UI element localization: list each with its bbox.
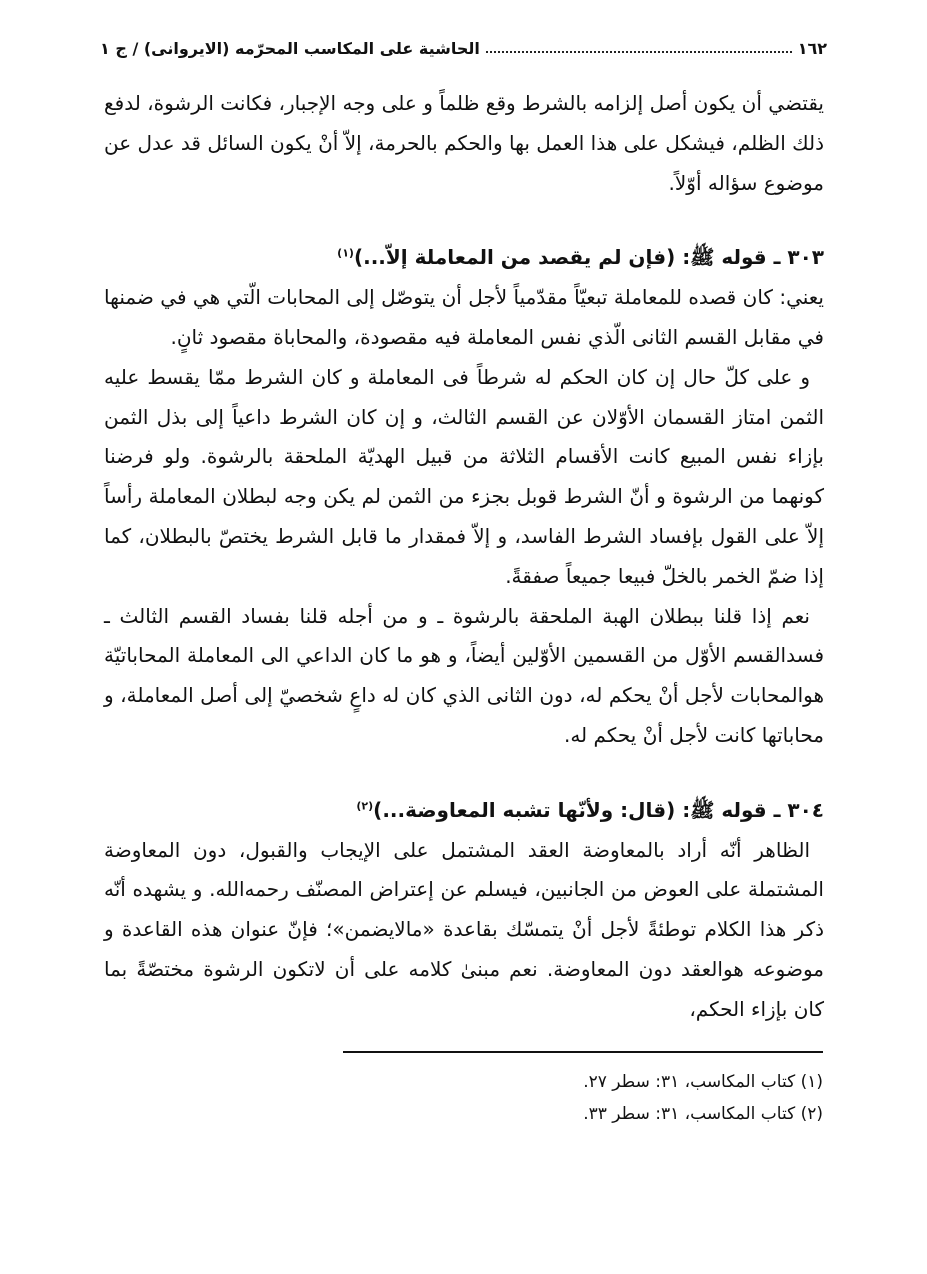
footnotes	[343, 1066, 823, 1130]
section-heading-304	[104, 791, 824, 831]
footnote-separator	[343, 1051, 823, 1053]
header-leader-dots	[486, 51, 792, 53]
paragraph: الظاهر أنّه أراد بالمعاوضة العقد المشتمل على الإيجاب والقبول، دون المعاوضة المشتملة على العوض من الجانبين، فيسلم عن إعتراض المصنّف رحمه‌الله. و يشهده أنّه ذكر هذا الكلام توطئةً لأجل أنْ يتمسّك بقاعدة «مالايضمن»؛ فإنّ عنوان هذه القاعدة و موضوعه هوالعقد دون المعاوضة. نعم مبنىٰ كلامه على أن لاتكون الرشوة مختصّةً بما كان بإزاء الحكم،	[104, 837, 824, 1021]
heading-text: ٣٠٤ ـ قوله ﷺ: (قال: ولأنّها تشبه المعاوضة...)	[373, 797, 824, 822]
paragraph: نعم إذا قلنا ببطلان الهبة الملحقة بالرشوة ـ و من أجله قلنا بفساد القسم الثالث ـ فسدالقسم الأوّل من القسمين الأوّلين أيضاً، و هو ما كان الداعي الى المعاملة المحاباتيّة هوالمحابات لأجل أنْ يحكم له، دون الثانى الذي كان له داعٍ شخصيّ إلى أصل المعاملة، و محاباتها كانت لأجل أنْ يحكم له.	[104, 603, 824, 747]
section-gap	[104, 203, 824, 238]
page-header	[100, 34, 827, 62]
paragraph: يعني: كان قصده للمعاملة تبعيّاً مقدّمياً لأجل أن يتوصّل إلى المحابات الّتي هي في ضمنها في مقابل القسم الثانى الّذي نفس المعاملة فيه مقصودة، والمحاباة مقصود ثانٍ.	[104, 285, 824, 349]
footnote-2: (٢) كتاب المكاسب، ٣١: سطر ٣٣.	[583, 1104, 823, 1124]
footnote-ref-2: (٢)	[356, 799, 374, 813]
paragraph-continuation: يقتضي أن يكون أصل إلزامه بالشرط وقع ظلماً و على وجه الإجبار، فكانت الرشوة، لدفع ذلك الظلم، فيشكل على هذا العمل بها والحكم بالحرمة، إلاّ أنْ يكون السائل قد عدل عن موضوع سؤاله أوّلاً.	[104, 91, 824, 195]
footnote-1: (١) كتاب المكاسب، ٣١: سطر ٢٧.	[583, 1072, 823, 1092]
main-text	[104, 84, 824, 1030]
page-number: ١٦٢	[797, 38, 827, 58]
section-gap	[104, 756, 824, 791]
heading-text: ٣٠٣ ـ قوله ﷺ: (فإن لم يقصد من المعاملة إلاّ...)	[353, 245, 824, 270]
running-title: الحاشية على المكاسب المحرّمه (الايروانى) / ج ١	[100, 38, 480, 58]
paragraph: و على كلّ حال إن كان الحكم له شرطاً فى المعاملة و كان الشرط ممّا يقسط عليه الثمن امتاز القسمان الأوّلان عن القسم الثالث، و إن كان الشرط داعياً إلى بذل الثمن بإزاء نفس المبيع كانت الأقسام الثلاثة من قبيل الهديّة الملحقة بالرشوة. ولو فرضنا كونهما من الرشوة و أنّ الشرط قوبل بجزء من الثمن لم يكن وجه لبطلان المعاملة رأساً إلاّ على القول بإفساد الشرط الفاسد، و إلاّ فمقدار ما قابل الشرط يختصّ بالبطلان، كما إذا ضمّ الخمر بالخلّ فبيعا جميعاً صفقةً.	[104, 364, 824, 588]
footnote-ref-1: (١)	[337, 246, 354, 260]
section-heading-303	[104, 238, 824, 278]
